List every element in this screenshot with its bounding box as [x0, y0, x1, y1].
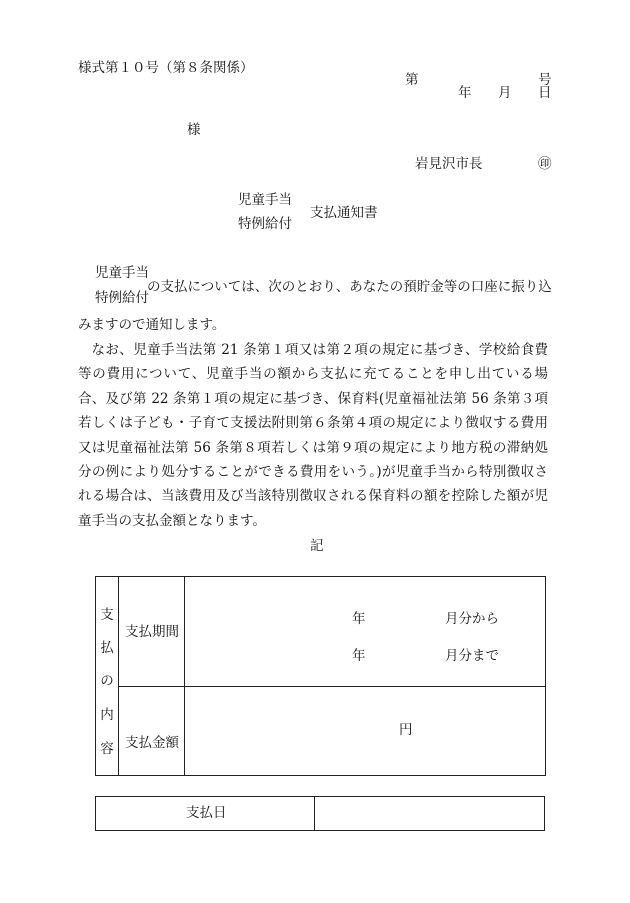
side-label-char: 内: [100, 707, 114, 723]
payment-date-table: [95, 796, 545, 831]
date-month-label: 月: [498, 85, 512, 101]
issuer-name: 岩見沢市長: [415, 156, 483, 172]
form-number: 様式第１０号（第８条関係）: [78, 60, 254, 76]
side-label-char: 支: [100, 607, 114, 623]
intro-continuation: みますので通知します。: [78, 317, 226, 333]
date-year-label: 年: [458, 85, 472, 101]
period-label: 支払期間: [125, 624, 179, 640]
title-lower: 特例給付: [238, 216, 292, 232]
amount-unit: 円: [399, 722, 413, 738]
intro-upper: 児童手当: [95, 265, 149, 281]
table-divider-side: [118, 576, 119, 776]
doc-number-prefix: 第: [405, 72, 419, 88]
period-to-month: 月分まで: [445, 648, 499, 664]
intro-text: の支払については、次のとおり、あなたの預貯金等の口座に振り込: [147, 279, 552, 295]
side-label-char: 払: [100, 640, 114, 656]
intro-lower: 特例給付: [95, 290, 149, 306]
period-from-month: 月分から: [445, 611, 499, 627]
doc-number-suffix: 号: [538, 72, 552, 88]
payment-date-divider: [314, 796, 315, 831]
ki-label: 記: [310, 538, 324, 554]
table-divider-label: [184, 576, 185, 776]
side-label-char: 容: [100, 741, 114, 757]
recipient-honorific: 様: [187, 122, 201, 138]
period-from-year: 年: [352, 611, 366, 627]
title-suffix: 支払通知書: [310, 205, 378, 221]
side-label-char: の: [100, 673, 114, 689]
note-paragraph: なお、児童手当法第 21 条第１項又は第２項の規定に基づき、学校給食費等の費用について、児童手当の額から支払に充てることを申し出ている場合、及び第 22 条第１項の規定に基づき、保育料(児童福祉法第 56 条第３項若しくは子ども・子育て支援法附則第６条第４項の規定により徴収する費用又は児童福祉法第 56 条第８項若しくは第９項の規定により地方税の滞納処分の例により処分することができる費用をいう。)が児童手当から特別徴収される場合は、当該費用及び当該特別徴収される保育料の額を控除した額が児童手当の支払金額となります。: [78, 342, 548, 529]
table-divider-row: [118, 686, 546, 687]
title-upper: 児童手当: [238, 192, 292, 208]
amount-label: 支払金額: [125, 735, 179, 751]
period-to-year: 年: [352, 648, 366, 664]
seal-mark: ㊞: [538, 156, 552, 172]
date-day-label: 日: [538, 85, 552, 101]
payment-date-label: 支払日: [186, 805, 227, 821]
